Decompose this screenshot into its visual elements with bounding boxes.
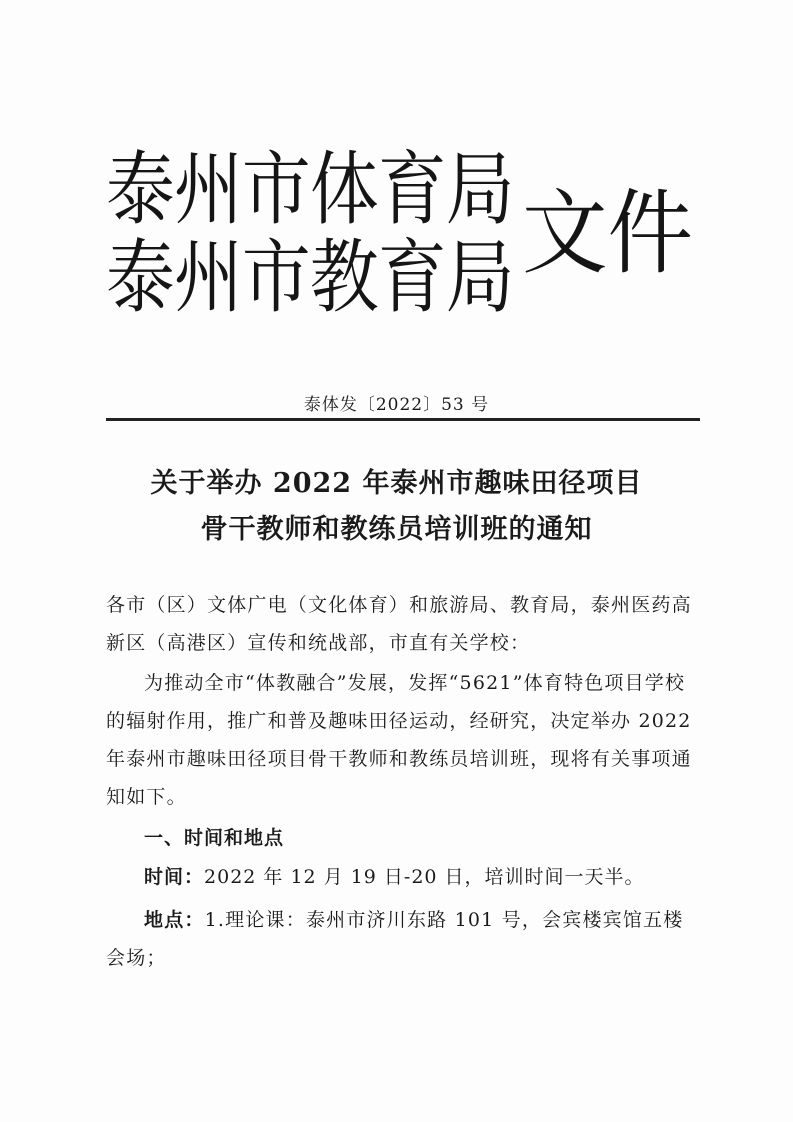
addressee: 各市（区）文体广电（文化体育）和旅游局、教育局，泰州医药高新区（高港区）宣传和统战部，市直有关学校：	[106, 594, 692, 654]
document-title-line2: 骨干教师和教练员培训班的通知	[200, 514, 593, 545]
issuer-sports-bureau: 泰州市体育局	[106, 143, 514, 236]
time-label: 时间：	[144, 866, 205, 888]
place-label: 地点：	[144, 909, 205, 931]
section-heading-time-place: 一、时间和地点	[144, 827, 285, 849]
place-line	[106, 901, 696, 977]
place-value: 1.理论课：泰州市济川东路 101 号，会宾楼宾馆五楼会场；	[106, 909, 684, 969]
document-label: 文件	[522, 180, 694, 287]
time-line	[144, 862, 645, 889]
document-number: 泰体发〔2022〕53 号	[303, 395, 490, 415]
document-title-line1: 关于举办 2022 年泰州市趣味田径项目	[150, 468, 643, 499]
intro-paragraph: 为推动全市“体教融合”发展，发挥“5621”体育特色项目学校的辐射作用，推广和普及趣味田径运动，经研究，决定举办 2022 年泰州市趣味田径项目骨干教师和教练员培训班，现将有关事项通知如下。	[106, 672, 692, 808]
issuer-education-bureau: 泰州市教育局	[106, 231, 514, 324]
document-header	[100, 138, 700, 368]
header-divider	[106, 418, 700, 421]
time-value: 2022 年 12 月 19 日-20 日，培训时间一天半。	[204, 866, 645, 888]
